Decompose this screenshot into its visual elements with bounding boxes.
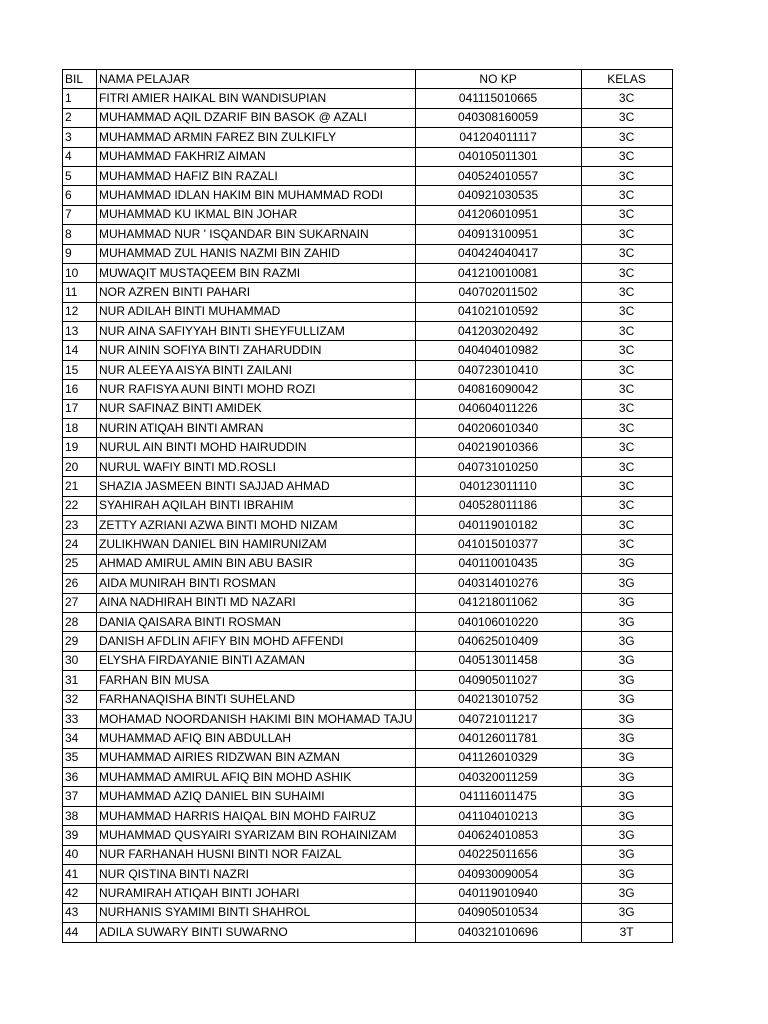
cell-kelas: 3C [581,322,672,341]
cell-no-kp: 040424040417 [415,244,581,263]
cell-nama-pelajar: MUWAQIT MUSTAQEEM BIN RAZMI [97,263,416,282]
cell-nama-pelajar: ELYSHA FIRDAYANIE BINTI AZAMAN [97,651,416,670]
cell-bil: 32 [63,690,97,709]
table-row [63,612,673,631]
cell-nama-pelajar: NURUL AIN BINTI MOHD HAIRUDDIN [97,438,416,457]
cell-nama-pelajar: MUHAMMAD AFIQ BIN ABDULLAH [97,729,416,748]
cell-bil: 20 [63,457,97,476]
cell-kelas: 3C [581,399,672,418]
cell-nama-pelajar: FARHAN BIN MUSA [97,671,416,690]
cell-kelas: 3G [581,709,672,728]
cell-no-kp: 041116011475 [415,787,581,806]
cell-bil: 31 [63,671,97,690]
cell-no-kp: 040624010853 [415,826,581,845]
table-row [63,923,673,942]
cell-bil: 43 [63,903,97,922]
cell-bil: 13 [63,322,97,341]
cell-kelas: 3C [581,515,672,534]
cell-no-kp: 040528011186 [415,496,581,515]
cell-no-kp: 040126011781 [415,729,581,748]
cell-kelas: 3C [581,341,672,360]
cell-nama-pelajar: MUHAMMAD IDLAN HAKIM BIN MUHAMMAD RODI [97,186,416,205]
table-row [63,419,673,438]
table-row [63,768,673,787]
cell-no-kp: 041204011117 [415,128,581,147]
cell-kelas: 3G [581,651,672,670]
cell-nama-pelajar: ZETTY AZRIANI AZWA BINTI MOHD NIZAM [97,515,416,534]
cell-kelas: 3C [581,477,672,496]
cell-nama-pelajar: AHMAD AMIRUL AMIN BIN ABU BASIR [97,554,416,573]
cell-kelas: 3G [581,768,672,787]
cell-kelas: 3G [581,690,672,709]
cell-no-kp: 040123011110 [415,477,581,496]
cell-bil: 36 [63,768,97,787]
cell-bil: 21 [63,477,97,496]
table-row [63,554,673,573]
cell-nama-pelajar: NUR AINA SAFIYYAH BINTI SHEYFULLIZAM [97,322,416,341]
header-bil: BIL [63,70,97,89]
cell-no-kp: 040921030535 [415,186,581,205]
table-row [63,322,673,341]
cell-nama-pelajar: MUHAMMAD KU IKMAL BIN JOHAR [97,205,416,224]
cell-nama-pelajar: FITRI AMIER HAIKAL BIN WANDISUPIAN [97,89,416,108]
cell-no-kp: 041126010329 [415,748,581,767]
header-kelas: KELAS [581,70,672,89]
cell-no-kp: 041203020492 [415,322,581,341]
cell-kelas: 3C [581,283,672,302]
cell-bil: 23 [63,515,97,534]
header-no-kp: NO KP [415,70,581,89]
table-row [63,205,673,224]
cell-nama-pelajar: MOHAMAD NOORDANISH HAKIMI BIN MOHAMAD TAJU [97,709,416,728]
cell-bil: 16 [63,380,97,399]
cell-nama-pelajar: NURIN ATIQAH BINTI AMRAN [97,419,416,438]
cell-bil: 30 [63,651,97,670]
cell-no-kp: 040320011259 [415,768,581,787]
cell-no-kp: 041115010665 [415,89,581,108]
table-row [63,147,673,166]
table-row [63,593,673,612]
cell-no-kp: 040702011502 [415,283,581,302]
table-row [63,302,673,321]
cell-kelas: 3C [581,302,672,321]
cell-bil: 44 [63,923,97,942]
cell-kelas: 3G [581,865,672,884]
cell-no-kp: 040321010696 [415,923,581,942]
cell-bil: 3 [63,128,97,147]
cell-kelas: 3G [581,612,672,631]
cell-kelas: 3C [581,205,672,224]
cell-no-kp: 040905010534 [415,903,581,922]
cell-nama-pelajar: NURHANIS SYAMIMI BINTI SHAHROL [97,903,416,922]
cell-no-kp: 040314010276 [415,574,581,593]
table-row [63,903,673,922]
table-row [63,671,673,690]
table-row [63,748,673,767]
cell-no-kp: 040723010410 [415,360,581,379]
cell-no-kp: 041021010592 [415,302,581,321]
cell-no-kp: 040308160059 [415,108,581,127]
header-nama-pelajar: NAMA PELAJAR [97,70,416,89]
table-row [63,884,673,903]
cell-nama-pelajar: ZULIKHWAN DANIEL BIN HAMIRUNIZAM [97,535,416,554]
cell-kelas: 3G [581,806,672,825]
cell-nama-pelajar: AINA NADHIRAH BINTI MD NAZARI [97,593,416,612]
cell-bil: 6 [63,186,97,205]
cell-no-kp: 040404010982 [415,341,581,360]
cell-kelas: 3G [581,632,672,651]
cell-nama-pelajar: DANISH AFDLIN AFIFY BIN MOHD AFFENDI [97,632,416,651]
cell-kelas: 3G [581,826,672,845]
cell-kelas: 3G [581,787,672,806]
cell-no-kp: 040119010940 [415,884,581,903]
table-row [63,826,673,845]
cell-bil: 33 [63,709,97,728]
cell-bil: 2 [63,108,97,127]
cell-kelas: 3C [581,128,672,147]
cell-nama-pelajar: NUR QISTINA BINTI NAZRI [97,865,416,884]
cell-bil: 10 [63,263,97,282]
cell-bil: 1 [63,89,97,108]
cell-no-kp: 040119010182 [415,515,581,534]
cell-no-kp: 040513011458 [415,651,581,670]
cell-nama-pelajar: MUHAMMAD AZIQ DANIEL BIN SUHAIMI [97,787,416,806]
table-row [63,166,673,185]
cell-bil: 28 [63,612,97,631]
cell-kelas: 3C [581,535,672,554]
cell-bil: 41 [63,865,97,884]
table-row [63,806,673,825]
cell-no-kp: 041104010213 [415,806,581,825]
cell-bil: 39 [63,826,97,845]
cell-nama-pelajar: NURUL WAFIY BINTI MD.ROSLI [97,457,416,476]
cell-nama-pelajar: NUR ADILAH BINTI MUHAMMAD [97,302,416,321]
cell-kelas: 3C [581,380,672,399]
cell-kelas: 3C [581,147,672,166]
cell-bil: 18 [63,419,97,438]
cell-bil: 4 [63,147,97,166]
table-row [63,496,673,515]
cell-bil: 38 [63,806,97,825]
cell-nama-pelajar: MUHAMMAD ZUL HANIS NAZMI BIN ZAHID [97,244,416,263]
cell-no-kp: 040225011656 [415,845,581,864]
cell-kelas: 3G [581,884,672,903]
cell-no-kp: 040913100951 [415,225,581,244]
table-row [63,380,673,399]
table-row [63,283,673,302]
cell-nama-pelajar: NUR FARHANAH HUSNI BINTI NOR FAIZAL [97,845,416,864]
cell-bil: 25 [63,554,97,573]
cell-kelas: 3C [581,419,672,438]
cell-bil: 34 [63,729,97,748]
cell-nama-pelajar: SHAZIA JASMEEN BINTI SAJJAD AHMAD [97,477,416,496]
cell-nama-pelajar: NURAMIRAH ATIQAH BINTI JOHARI [97,884,416,903]
cell-kelas: 3G [581,574,672,593]
cell-kelas: 3C [581,263,672,282]
table-row [63,865,673,884]
table-row [63,399,673,418]
cell-bil: 12 [63,302,97,321]
table-row [63,845,673,864]
cell-no-kp: 040731010250 [415,457,581,476]
cell-no-kp: 040219010366 [415,438,581,457]
header-row [63,70,673,89]
cell-bil: 42 [63,884,97,903]
cell-kelas: 3C [581,108,672,127]
cell-bil: 17 [63,399,97,418]
table-row [63,729,673,748]
cell-no-kp: 041210010081 [415,263,581,282]
table-row [63,632,673,651]
cell-no-kp: 041206010951 [415,205,581,224]
cell-nama-pelajar: MUHAMMAD AIRIES RIDZWAN BIN AZMAN [97,748,416,767]
cell-nama-pelajar: SYAHIRAH AQILAH BINTI IBRAHIM [97,496,416,515]
cell-no-kp: 040721011217 [415,709,581,728]
cell-bil: 19 [63,438,97,457]
table-row [63,263,673,282]
table-row [63,128,673,147]
table-row [63,535,673,554]
cell-no-kp: 040213010752 [415,690,581,709]
table-row [63,225,673,244]
cell-no-kp: 040105011301 [415,147,581,166]
table-row [63,709,673,728]
table-row [63,515,673,534]
table-row [63,574,673,593]
cell-bil: 7 [63,205,97,224]
cell-no-kp: 040106010220 [415,612,581,631]
cell-kelas: 3G [581,748,672,767]
cell-bil: 14 [63,341,97,360]
cell-no-kp: 040110010435 [415,554,581,573]
cell-nama-pelajar: NUR SAFINAZ BINTI AMIDEK [97,399,416,418]
cell-no-kp: 040905011027 [415,671,581,690]
cell-bil: 29 [63,632,97,651]
cell-no-kp: 041015010377 [415,535,581,554]
cell-nama-pelajar: MUHAMMAD FAKHRIZ AIMAN [97,147,416,166]
cell-kelas: 3G [581,729,672,748]
cell-kelas: 3G [581,903,672,922]
cell-nama-pelajar: MUHAMMAD HARRIS HAIQAL BIN MOHD FAIRUZ [97,806,416,825]
cell-bil: 40 [63,845,97,864]
cell-kelas: 3C [581,244,672,263]
cell-bil: 26 [63,574,97,593]
table-row [63,89,673,108]
cell-no-kp: 040930090054 [415,865,581,884]
cell-no-kp: 040524010557 [415,166,581,185]
cell-no-kp: 040604011226 [415,399,581,418]
cell-bil: 9 [63,244,97,263]
cell-nama-pelajar: MUHAMMAD AQIL DZARIF BIN BASOK @ AZALI [97,108,416,127]
cell-bil: 37 [63,787,97,806]
cell-no-kp: 040816090042 [415,380,581,399]
cell-nama-pelajar: NOR AZREN BINTI PAHARI [97,283,416,302]
table-row [63,651,673,670]
cell-nama-pelajar: MUHAMMAD HAFIZ BIN RAZALI [97,166,416,185]
cell-kelas: 3G [581,554,672,573]
table-row [63,438,673,457]
cell-kelas: 3C [581,457,672,476]
table-row [63,186,673,205]
cell-nama-pelajar: MUHAMMAD AMIRUL AFIQ BIN MOHD ASHIK [97,768,416,787]
cell-kelas: 3C [581,438,672,457]
cell-no-kp: 040625010409 [415,632,581,651]
table-row [63,690,673,709]
cell-bil: 35 [63,748,97,767]
table-row [63,244,673,263]
cell-kelas: 3C [581,166,672,185]
cell-kelas: 3C [581,360,672,379]
cell-bil: 5 [63,166,97,185]
cell-bil: 8 [63,225,97,244]
cell-no-kp: 040206010340 [415,419,581,438]
table-row [63,341,673,360]
table-row [63,108,673,127]
cell-nama-pelajar: NUR RAFISYA AUNI BINTI MOHD ROZI [97,380,416,399]
cell-nama-pelajar: MUHAMMAD QUSYAIRI SYARIZAM BIN ROHAINIZAM [97,826,416,845]
cell-nama-pelajar: AIDA MUNIRAH BINTI ROSMAN [97,574,416,593]
cell-bil: 11 [63,283,97,302]
cell-bil: 27 [63,593,97,612]
cell-kelas: 3G [581,671,672,690]
table-row [63,477,673,496]
table-body [63,89,673,942]
cell-no-kp: 041218011062 [415,593,581,612]
cell-kelas: 3C [581,225,672,244]
cell-nama-pelajar: FARHANAQISHA BINTI SUHELAND [97,690,416,709]
cell-kelas: 3G [581,593,672,612]
cell-nama-pelajar: NUR ALEEYA AISYA BINTI ZAILANI [97,360,416,379]
cell-nama-pelajar: NUR AININ SOFIYA BINTI ZAHARUDDIN [97,341,416,360]
cell-kelas: 3G [581,845,672,864]
cell-bil: 15 [63,360,97,379]
cell-bil: 22 [63,496,97,515]
cell-kelas: 3C [581,186,672,205]
cell-nama-pelajar: DANIA QAISARA BINTI ROSMAN [97,612,416,631]
cell-kelas: 3T [581,923,672,942]
cell-nama-pelajar: MUHAMMAD NUR ' ISQANDAR BIN SUKARNAIN [97,225,416,244]
cell-bil: 24 [63,535,97,554]
table-row [63,787,673,806]
cell-nama-pelajar: MUHAMMAD ARMIN FAREZ BIN ZULKIFLY [97,128,416,147]
cell-kelas: 3C [581,89,672,108]
cell-kelas: 3C [581,496,672,515]
cell-nama-pelajar: ADILA SUWARY BINTI SUWARNO [97,923,416,942]
table-row [63,457,673,476]
student-list-table [62,69,673,943]
table-row [63,360,673,379]
